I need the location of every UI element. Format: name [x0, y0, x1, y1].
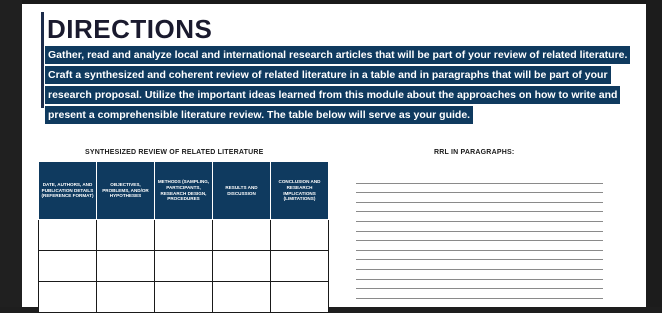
directions-line: Gather, read and analyze local and international research articles that will be part of your review of related literature. — [45, 46, 630, 64]
srl-table-cell[interactable] — [271, 251, 329, 282]
directions-line: present a comprehensible literature review. The table below will serve as your guide. — [45, 106, 473, 124]
srl-header-cell: OBJECTIVES, PROBLEMS, AND/OR HYPOTHESES — [97, 162, 155, 220]
rrl-writing-line[interactable] — [356, 280, 603, 290]
srl-table-cell[interactable] — [155, 282, 213, 313]
rrl-writing-line[interactable] — [356, 193, 603, 203]
srl-table-cell[interactable] — [39, 220, 97, 251]
srl-table-cell[interactable] — [97, 282, 155, 313]
srl-header-row — [39, 162, 329, 220]
rrl-writing-line[interactable] — [356, 184, 603, 194]
rrl-writing-line[interactable] — [356, 289, 603, 299]
srl-header-cell: RESULTS AND DISCUSSION — [213, 162, 271, 220]
srl-table-cell[interactable] — [39, 251, 97, 282]
viewer-right-border — [646, 0, 662, 307]
rrl-writing-line[interactable] — [356, 251, 603, 261]
rrl-writing-line[interactable] — [356, 270, 603, 280]
directions-line: Craft a synthesized and coherent review of related literature in a table and in paragraphs that will be part of your — [45, 66, 611, 84]
srl-table-cell[interactable] — [213, 282, 271, 313]
rrl-writing-line[interactable] — [356, 174, 603, 184]
rrl-title: RRL IN PARAGRAPHS: — [434, 149, 515, 156]
srl-table — [38, 161, 329, 313]
srl-header-cell: CONCLUSION AND RESEARCH IMPLICATIONS (LIMITATIONS) — [271, 162, 329, 220]
rrl-writing-line[interactable] — [356, 212, 603, 222]
directions-text — [45, 45, 635, 125]
rrl-writing-line[interactable] — [356, 241, 603, 251]
title-accent-bar — [41, 12, 44, 108]
srl-table-cell[interactable] — [155, 220, 213, 251]
srl-table-cell[interactable] — [271, 220, 329, 251]
srl-table-cell[interactable] — [213, 251, 271, 282]
srl-table-cell[interactable] — [97, 251, 155, 282]
rrl-writing-line[interactable] — [356, 222, 603, 232]
directions-line: research proposal. Utilize the important ideas learned from this module about the approaches on how to write and — [45, 86, 620, 104]
srl-table-cell[interactable] — [97, 220, 155, 251]
srl-table-row — [39, 282, 329, 313]
document-page — [22, 4, 646, 307]
srl-table-row — [39, 220, 329, 251]
srl-table-cell[interactable] — [39, 282, 97, 313]
srl-title: SYNTHESIZED REVIEW OF RELATED LITERATURE — [85, 149, 264, 156]
srl-table-body — [39, 220, 329, 313]
srl-table-row — [39, 251, 329, 282]
srl-header-cell: METHODS (SAMPLING, PARTICIPANTS, RESEARCH DESIGN, PROCEDURES — [155, 162, 213, 220]
srl-header-cell: DATE, AUTHORS, AND PUBLICATION DETAILS (REFERENCE FORMAT) — [39, 162, 97, 220]
rrl-writing-line[interactable] — [356, 232, 603, 242]
srl-table-cell[interactable] — [213, 220, 271, 251]
rrl-writing-line[interactable] — [356, 260, 603, 270]
page-title: DIRECTIONS — [47, 14, 213, 44]
srl-table-cell[interactable] — [271, 282, 329, 313]
viewer-left-border — [0, 0, 22, 307]
rrl-writing-lines — [356, 174, 603, 299]
srl-table-cell[interactable] — [155, 251, 213, 282]
rrl-writing-line[interactable] — [356, 203, 603, 213]
